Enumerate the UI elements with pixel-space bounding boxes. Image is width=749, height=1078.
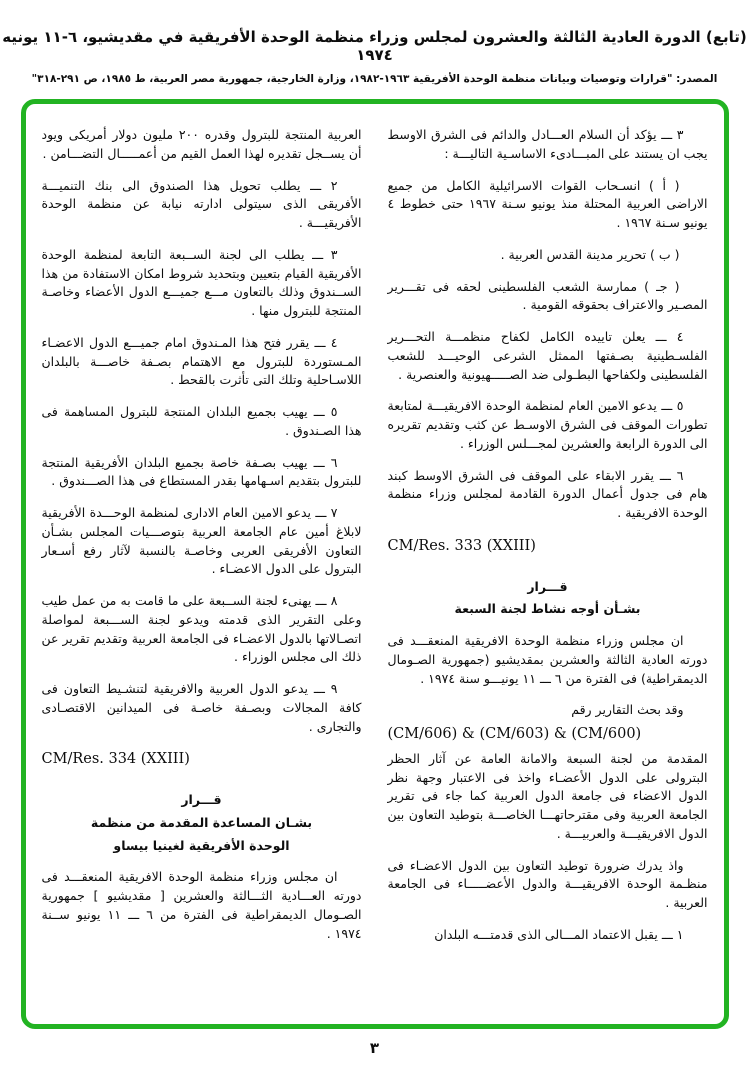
left-column [42,126,362,1014]
paragraph: ٦ ـــ يقرر الابقاء على الموقف فى الشرق الاوسط كبند هام فى جدول أعمال الدورة القادمة لمجلس وزراء منظمة الوحدة الافريقية . [387,467,708,520]
paragraph: وقد بحث التقارير رقم [571,702,684,718]
resolution-number: CM/Res. 334 (XXIII) [41,751,190,768]
paragraph: ٥ ـــ يدعو الامين العام لمنظمة الوحدة الافريقيـــة لمتابعة تطورات الموقف فى الشرق الاوسـط عن كثب وتقديم تقريره الى الدورة الرابعة والعشرين لمجـــلس الوزراء . [387,398,708,451]
content-border-box [21,99,729,1029]
paragraph: ٥ ـــ يهيب بجميع البلدان المنتجة للبترول المساهمة فى هذا الصـندوق . [41,404,362,438]
paragraph: ٤ ـــ يعلن تاييده الكامل لكفاح منظمـــة التحـــرير الفلسـطينية بصـفتها الممثل الشرعى الوحيـــد للشعب الفلسطينى ولكفاحها البطـولى ضد الصـــــهيونية والعنصرية . [387,329,708,382]
paragraph: ان مجلس وزراء منظمة الوحدة الافريقية المنعقـــد فى دورته العادية الثالثة والعشرين بمقديشيو (جمهورية الصـومال الديمقراطية) فى الفترة من ٦ ـــ ١١ يونيـــو سنة ١٩٧٤ . [387,633,708,686]
paragraph: ٣ ـــ يؤكد أن السلام العـــادل والدائم فى الشرق الاوسط يجب ان يستند على المبـــادىء الاساسـية التاليـــة : [387,127,708,161]
sub-paragraph: ( جـ ) ممارسة الشعب الفلسطينى لحقه فى تقـــرير المصـير والاعتراف بحقوقه القومية . [387,278,708,313]
paragraph: المقدمة من لجنة السبعة والامانة العامة عن آثار الحظر البترولى على الدول الأعضـاء واخذ فى الاعتبار وجهة نظر الدول الاعضاء فى جامعة الدول العربية كما جاء فى تقرير الجامعة العربية وفى مقترحاتهـــا الخاصـــة بتوطيد التعاون بين الدول الافريقيـــة والعربيـــة . [387,750,708,841]
paragraph: ٣ ـــ يطلب الى لجنة الســبعة التابعة لمنظمة الوحدة الأفريقية القيام بتعيين وبتحديد شروط امكان الاستفادة من هذا الســندوق وذلك بالتعاون مـــع جميـــع الدول الأعضاء وخاصـة المنتجة للبترول منها . [41,246,362,318]
paragraph: ان مجلس وزراء منظمة الوحدة الافريقية المنعقـــد فى دورته العـــادية الثـــالثة والعشرين [ مقديشيو ] جمهورية الصـومال الديمقراطية فى الفترة من ٦ ـــ ١١ يونيو ســنة ١٩٧٤ . [41,869,362,941]
page-number: ٣ [369,1039,380,1057]
two-column-layout [42,126,708,1014]
paragraph: ٢ ـــ يطلب تحويل هذا الصندوق الى بنك التنميـــة الأفريقى الذى سيتولى ادارته نيابة عن منظمة الوحدة الأفريقيـــة . [41,177,362,230]
document-source-line: المصدر: "قرارات وتوصيات وبيانات منظمة الوحدة الأفريقية ١٩٦٣-١٩٨٢، وزارة الخارجية، جمهورية مصر العربية، ط ١٩٨٥، ص ٢٩١-٣١٨" [31,73,718,85]
page-footer [0,1029,749,1057]
paragraph: واذ يدرك ضرورة توطيد التعاون بين الدول الاعضـاء فى منظـمة الوحدة الافريقيـــة والدول الأعضـــــاء فى الجامعة العربية . [387,857,708,910]
page-header [0,0,749,85]
resolution-heading: بشـأن أوجه نشاط لجنة السبعة [454,601,641,617]
sub-paragraph: ( ب ) تحرير مدينة القدس العربية . [500,246,680,262]
paragraph: ٦ ـــ يهيب بصـفة خاصة بجميع البلدان الأفريقية المنتجة للبترول بتقديم اسـهامها بقدر المستطاع فى هذا الصـــندوق . [41,454,362,489]
resolution-heading: بشـان المساعدة المقدمة من منظمة [90,814,313,830]
right-column [388,126,708,1014]
sub-paragraph: ( أ ) انسـحاب القوات الاسرائيلية الكامل من جميع الاراضى العربية المحتلة منذ يونيو سـنة ١٩٦٧ حتى خطوط ٤ يونيو سـنة ١٩٦٧ . [387,177,708,230]
resolution-heading: الوحدة الأفريقية لغينيا بيساو [113,837,290,853]
paragraph: العربية المنتجة للبترول وقدره ٢٠٠ مليون دولار أمريكى ويود أن يســجل تقديره لهذا العمل القيم من أعمـــــال التضـــامن . [41,127,362,161]
report-numbers: (CM/606) & (CM/603) & (CM/600) [387,726,642,742]
resolution-heading: قـــرار [181,792,222,807]
paragraph: ٨ ـــ يهنىء لجنة الســبعة على ما قامت به من عمل طيب وعلى التقرير الذى قدمته ويدعو لجنة الســـبعة لمواصلة اتصـالاتها بالدول الاعضـاء فى الجامعة العربية وتقديم تقرير عن ذلك الى مجلس الوزراء . [41,593,362,665]
resolution-heading: قـــرار [527,578,568,594]
paragraph: ٤ ـــ يقرر فتح هذا المـندوق امام جميـــع الدول الاعضـاء المـستوردة للبترول مع الاهتمام بصـفة خاصـــة بالبلدان اللاسـاحلية وتلك التى تأثرت بالقحط . [41,334,362,388]
paragraph: ٩ ـــ يدعو الدول العربية والافريقية لتنشـيط التعاون فى كافة المجالات وبصـفة خاصـة فى الميدانين الاقتصـادى والتجارى . [41,681,362,734]
resolution-number: CM/Res. 333 (XXIII) [387,537,536,554]
paragraph: ١ ـــ يقبل الاعتماد المـــالى الذى قدمتـــه البلدان [434,926,684,942]
paragraph: ٧ ـــ يدعو الامين العام الادارى لمنظمة الوحـــدة الأفريقية لابلاغ أمين عام الجامعة العربية بتوصـــيات المجلس بشـأن التعاون الأفريقى العربى وخاصـة بالنسبة لآثار رفع أسـعار البترول على الدول الاعضـاء . [41,505,362,577]
document-title: (تابع) الدورة العادية الثالثة والعشرون لمجلس وزراء منظمة الوحدة الأفريقية في مقديشيو، ٦-١١ يونيه ١٩٧٤ [2,28,747,64]
